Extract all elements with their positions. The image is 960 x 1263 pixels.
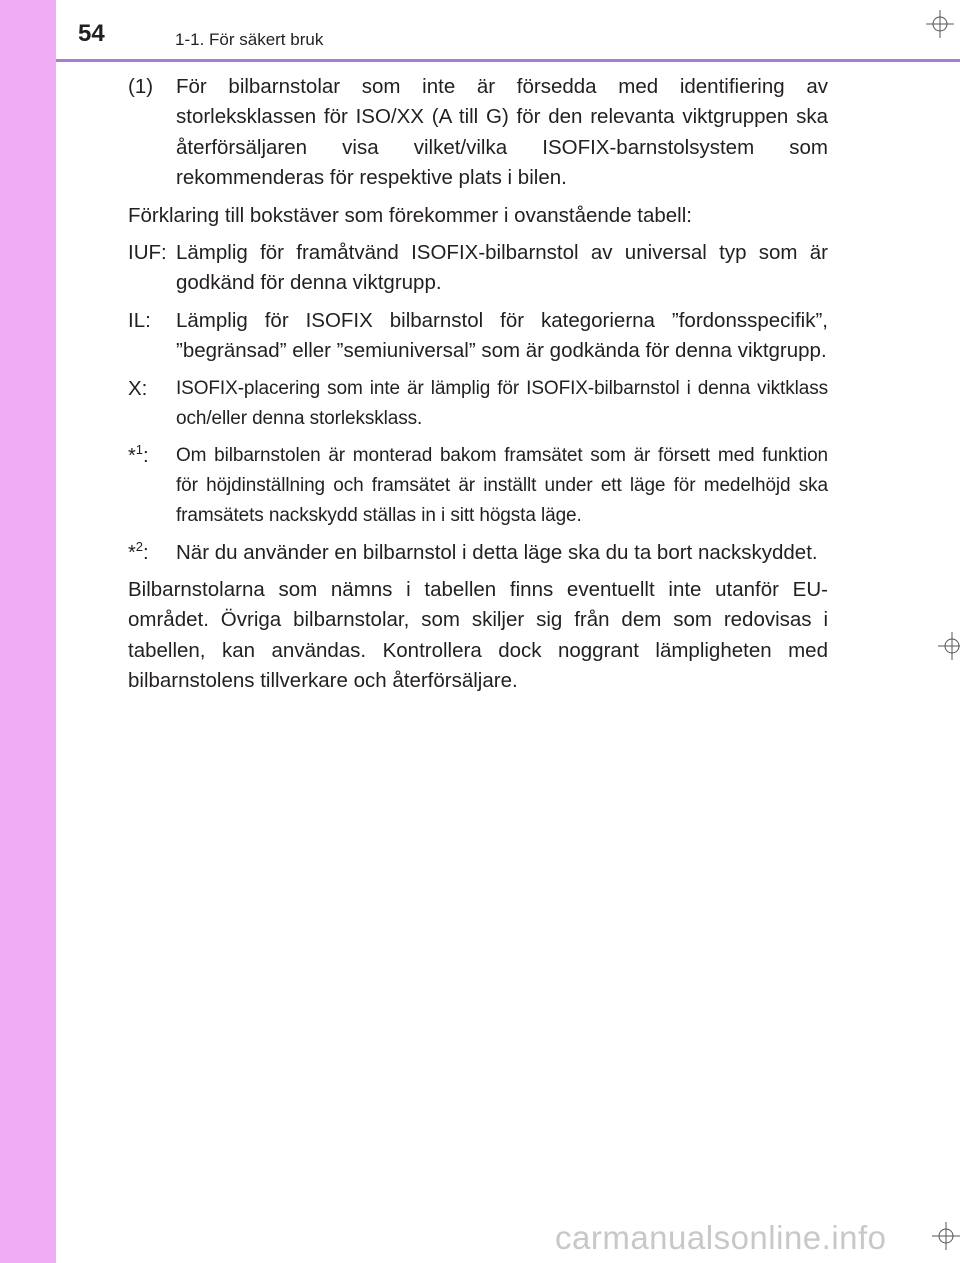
legend-item-iuf <box>128 238 828 299</box>
footnote-colon: : <box>143 540 149 564</box>
registration-mark-top-icon <box>926 10 954 38</box>
legend-text: ISOFIX-placering som inte är lämplig för ISOFIX-bilbarnstol i denna viktklass och/eller denna storleksklass. <box>176 377 828 429</box>
footnote-label <box>128 441 176 531</box>
legend-label: IUF: <box>128 241 167 265</box>
content <box>128 72 828 704</box>
registration-mark-middle-icon <box>938 632 960 660</box>
footnote-text: När du använder en bilbarnstol i detta läge ska du ta bort nackskyddet. <box>176 540 818 564</box>
legend-item-il <box>128 306 828 367</box>
page-number: 54 <box>78 20 105 47</box>
legend-item-x <box>128 374 828 434</box>
footnote-colon: : <box>143 443 149 467</box>
footnote-1 <box>128 441 828 531</box>
legend-text: Lämplig för framåtvänd ISOFIX-bilbarnstol av universal typ som är godkänd för denna viktgrupp. <box>176 241 828 295</box>
legend-label: IL: <box>128 308 151 332</box>
side-strip <box>0 0 56 1263</box>
note-text: För bilbarnstolar som inte är försedda med identifiering av storleksklassen för ISO/XX (A till G) för den relevanta viktgruppen ska återförsäljaren visa vilket/vilka ISOFIX-barnstolsystem som rekommenderas för respektive plats i bilen. <box>176 75 828 190</box>
legend-intro: Förklaring till bokstäver som förekommer i ovanstående tabell: <box>128 203 692 227</box>
asterisk-marker: * <box>128 541 136 564</box>
footnote-label <box>128 538 176 568</box>
watermark: carmanualsonline.info <box>555 1219 887 1256</box>
registration-mark-bottom-icon <box>932 1222 960 1250</box>
section-title: 1-1. För säkert bruk <box>175 30 324 49</box>
header-rule <box>56 59 960 62</box>
closing-paragraph: Bilbarnstolarna som nämns i tabellen finns eventuellt inte utanför EU-området. Övriga bilbarnstolar, som skiljer sig från dem som redovisas i tabellen, kan användas. Kontrollera dock noggrant lämpligheten med bilbarnstolens tillverkare och återförsäljare. <box>128 578 828 693</box>
footnote-text: Om bilbarnstolen är monterad bakom framsätet som är försett med funktion för höjdinställning och framsätet är inställt under ett läge för medelhöjd ska framsätets nackskydd ställas in i sitt högsta läge. <box>176 444 828 526</box>
note-label: (1) <box>128 75 154 98</box>
legend-label: X: <box>128 376 148 400</box>
footnote-number: 2 <box>135 538 144 554</box>
asterisk-marker: * <box>128 444 136 467</box>
footnote-number: 1 <box>135 441 144 457</box>
footnote-2 <box>128 538 828 568</box>
note-item <box>128 72 828 194</box>
legend-text: Lämplig för ISOFIX bilbarnstol för kategorierna ”fordonsspecifik”, ”begränsad” eller ”semiuniversal” som är godkända för denna viktgrupp. <box>176 308 828 363</box>
